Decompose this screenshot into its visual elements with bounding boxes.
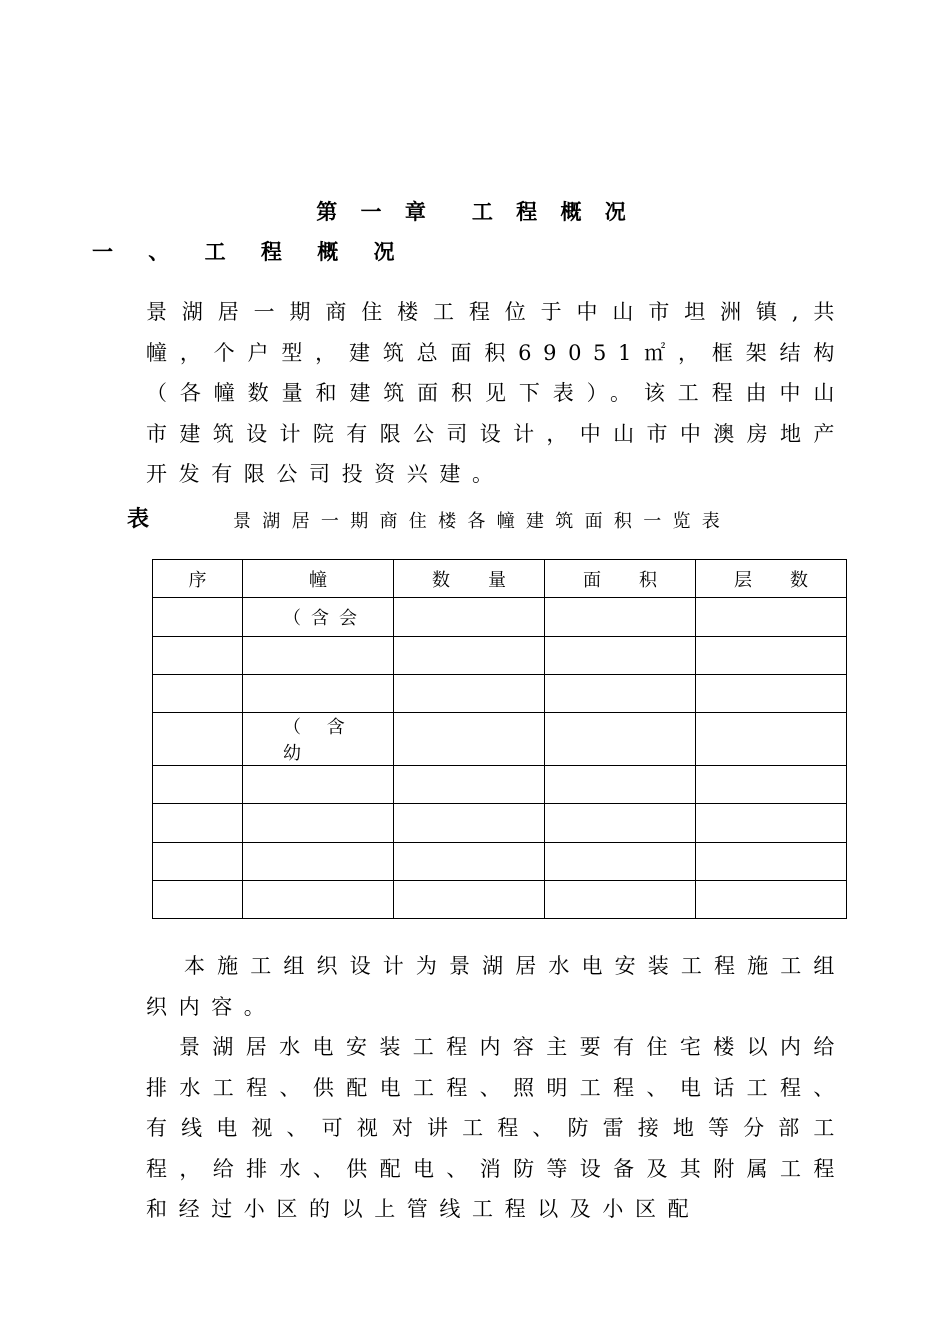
- table-cell: [243, 881, 394, 919]
- header-building: 幢: [243, 560, 394, 598]
- table-row: [153, 674, 847, 712]
- table-header-row: [153, 560, 847, 598]
- table-row: [153, 881, 847, 919]
- table-cell: [243, 674, 394, 712]
- table-cell: [545, 713, 696, 766]
- table-cell: [394, 804, 545, 842]
- table-row: [153, 713, 847, 766]
- table-cell: [545, 881, 696, 919]
- table-cell: [394, 636, 545, 674]
- intro-paragraph: 景湖居一期商住楼工程位于中山市坦洲镇,共幢，个户型，建筑总面积69051㎡，框架结构（各幢数量和建筑面积见下表）。该工程由中山市建筑设计院有限公司设计，中山市中澳房地产开发有限公司投资兴建。: [146, 300, 846, 486]
- table-cell: [696, 598, 847, 636]
- table-cell: [243, 842, 394, 880]
- table-label: 表: [127, 506, 150, 532]
- table-cell: [394, 598, 545, 636]
- section-heading: 一 、 工 程 概 况: [92, 239, 409, 264]
- chapter-title: [0, 196, 950, 226]
- table-cell: [153, 713, 243, 766]
- table-cell: [243, 766, 394, 804]
- header-quantity: 数 量: [394, 560, 545, 598]
- table-row: [153, 636, 847, 674]
- table-cell: [394, 842, 545, 880]
- table-cell: [153, 598, 243, 636]
- table-cell: [243, 636, 394, 674]
- table-cell: [243, 804, 394, 842]
- table-cell: [545, 804, 696, 842]
- header-floors: 层 数: [696, 560, 847, 598]
- table-cell: [696, 674, 847, 712]
- table-cell: [394, 766, 545, 804]
- table-row: [153, 842, 847, 880]
- chapter-number: 第 一 章: [316, 199, 434, 224]
- table-row: [153, 804, 847, 842]
- table-cell: [545, 766, 696, 804]
- chapter-name: 工 程 概 况: [471, 199, 634, 224]
- table-cell: （ 含 幼: [243, 713, 394, 766]
- table-cell: [153, 766, 243, 804]
- table-cell: [696, 842, 847, 880]
- table-row: [153, 598, 847, 636]
- table-caption: 景湖居一期商住楼各幢建筑面积一览表: [233, 511, 732, 532]
- table-cell: [153, 674, 243, 712]
- table-cell: [153, 636, 243, 674]
- table-cell: [696, 881, 847, 919]
- table-cell: [545, 842, 696, 880]
- table-cell: [153, 842, 243, 880]
- table-cell: [394, 674, 545, 712]
- table-cell: [696, 766, 847, 804]
- table-row: [153, 766, 847, 804]
- body-paragraph-scope: 本施工组织设计为景湖居水电安装工程施工组织内容。: [146, 954, 846, 1019]
- header-area: 面 积: [545, 560, 696, 598]
- table-cell: [545, 636, 696, 674]
- table-cell: [696, 713, 847, 766]
- building-area-table: [152, 559, 847, 919]
- table-cell: [696, 636, 847, 674]
- table-cell: [153, 881, 243, 919]
- header-seq: 序: [153, 560, 243, 598]
- table-cell: [696, 804, 847, 842]
- body-paragraph-content: 景湖居水电安装工程内容主要有住宅楼以内给排水工程、供配电工程、照明工程、电话工程、有线电视、可视对讲工程、防雷接地等分部工程，给排水、供配电、消防等设备及其附属工程和经过小区的以上管线工程以及小区配: [146, 1035, 846, 1221]
- table-cell: [394, 713, 545, 766]
- table-cell: （含会: [243, 598, 394, 636]
- table-cell: [545, 598, 696, 636]
- table-cell: [153, 804, 243, 842]
- table-cell: [394, 881, 545, 919]
- table-cell: [545, 674, 696, 712]
